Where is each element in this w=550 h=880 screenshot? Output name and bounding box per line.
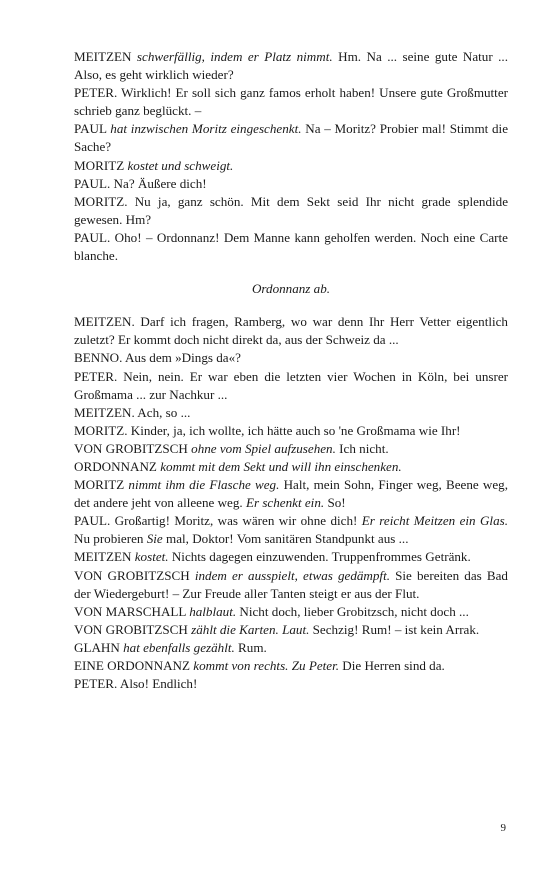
- dialogue-line: [74, 567, 508, 603]
- speech: Nichts dagegen einzuwenden. Truppenfrommes Getränk.: [171, 549, 471, 565]
- speech: Sie bereiten das Bad der Wiedergeburt! – Zur Freude aller Tanten steigt er aus der Flut.: [74, 567, 508, 601]
- dialogue-line: [74, 120, 508, 156]
- speech: Halt, mein Sohn, Finger weg, Beene weg, det andere jeht von alleene weg.: [74, 477, 509, 511]
- stage-direction: kommt mit dem Sekt und will ihn einschenken.: [160, 458, 402, 474]
- speaker: VON MARSCHALL: [74, 603, 186, 619]
- speech: Sechzig! Rum! – ist kein Arrak.: [312, 621, 480, 637]
- dialogue-line: [74, 458, 508, 476]
- stage-direction: halblaut.: [189, 603, 237, 619]
- stage-direction: kommt von rechts. Zu Peter.: [193, 658, 339, 673]
- dialogue-line: [74, 675, 508, 693]
- dialogue-line: [74, 476, 508, 512]
- speaker: PAUL.: [74, 175, 111, 191]
- speech: Kinder, ja, ich wollte, ich hätte auch so 'ne Großmama wie Ihr!: [130, 422, 461, 438]
- emphasis: Sie: [146, 531, 163, 547]
- dialogue-line: [74, 229, 508, 265]
- speech: Aus dem »Dings da«?: [124, 350, 241, 366]
- speech: Hm. Na ... seine gute Natur ... Also, es geht wirklich wieder?: [74, 49, 508, 83]
- dialogue-line: [74, 175, 508, 193]
- stage-direction: kostet und schweigt.: [127, 157, 234, 173]
- speaker: VON GROBITZSCH: [74, 567, 190, 583]
- page-number: 9: [500, 822, 506, 834]
- dialogue-line: [74, 422, 508, 440]
- speech: Oho! – Ordonnanz! Dem Manne kann geholfen werden. Noch eine Carte blanche.: [74, 229, 508, 264]
- stage-direction: kostet.: [134, 549, 169, 565]
- speech: Die Herren sind da.: [342, 658, 445, 673]
- speaker: MORITZ: [74, 477, 125, 493]
- dialogue-line: [74, 440, 508, 458]
- speech: Großartig! Moritz, was wären wir ohne dich!: [114, 513, 358, 529]
- dialogue-line: [74, 193, 508, 229]
- speaker: MEITZEN: [74, 549, 132, 565]
- stage-direction: hat ebenfalls gezählt.: [123, 639, 235, 655]
- speaker: EINE ORDONNANZ: [74, 658, 191, 673]
- speaker: ORDONNANZ: [74, 458, 157, 474]
- stage-direction: Er reicht Meitzen ein Glas.: [361, 513, 508, 529]
- speaker: PAUL.: [74, 229, 111, 245]
- dialogue-line: [74, 657, 508, 675]
- dialogue-line: [74, 621, 508, 639]
- dialogue-line: [74, 84, 508, 120]
- speech: Nu probieren: [74, 531, 144, 547]
- speech: Nicht doch, lieber Grobitzsch, nicht doch ...: [239, 603, 469, 619]
- speaker: MORITZ.: [74, 193, 128, 209]
- dialogue-line: [74, 48, 508, 84]
- speaker: PETER.: [74, 368, 118, 384]
- speaker: MEITZEN.: [74, 314, 135, 330]
- speaker: MEITZEN.: [74, 404, 135, 420]
- speech: Nein, nein. Er war eben die letzten vier Wochen in Köln, bei unsrer Großmama ... zur Nachkur ...: [74, 368, 508, 402]
- dialogue-line: [74, 349, 508, 367]
- speaker: GLAHN: [74, 639, 120, 655]
- centered-stage-direction: Ordonnanz ab.: [251, 281, 331, 297]
- speech: Na – Moritz? Probier mal! Stimmt die Sache?: [74, 121, 509, 155]
- speaker: MORITZ: [74, 157, 125, 173]
- speech: Ich nicht.: [339, 440, 389, 456]
- speaker: PETER.: [74, 676, 118, 692]
- speech: Wirklich! Er soll sich ganz famos erholt haben! Unsere gute Großmutter schrieb ganz beglückt. –: [74, 85, 508, 119]
- speech: mal, Doktor! Vom sanitären Standpunkt aus ...: [166, 531, 409, 547]
- speech: So!: [327, 495, 346, 511]
- speaker: MORITZ.: [74, 422, 128, 438]
- speaker: PAUL.: [74, 513, 111, 529]
- speaker: MEITZEN: [74, 49, 132, 64]
- dialogue-line: [74, 157, 508, 175]
- speaker: VON GROBITZSCH: [74, 440, 188, 456]
- stage-direction: zählt die Karten. Laut.: [191, 621, 310, 637]
- speech: Darf ich fragen, Ramberg, wo war denn Ihr Herr Vetter eigentlich zuletzt? Er kommt doch nicht direkt da, aus der Schweiz da ...: [74, 314, 508, 348]
- stage-direction: indem er ausspielt, etwas gedämpft.: [194, 567, 390, 583]
- dialogue-line: [74, 639, 508, 657]
- speaker: PAUL: [74, 121, 107, 137]
- dialogue-line: [74, 313, 508, 349]
- dialogue-line: [74, 404, 508, 422]
- stage-direction: schwerfällig, indem er Platz nimmt.: [136, 49, 333, 64]
- stage-direction: Er schenkt ein.: [245, 495, 325, 511]
- dialogue-line: [74, 603, 508, 621]
- speaker: VON GROBITZSCH: [74, 621, 188, 637]
- play-text: [74, 48, 508, 693]
- stage-direction: ohne vom Spiel aufzusehen.: [191, 440, 336, 456]
- dialogue-line: [74, 512, 508, 548]
- speaker: BENNO.: [74, 350, 123, 366]
- speech: Also! Endlich!: [119, 676, 198, 692]
- dialogue-line: [74, 368, 508, 404]
- speech: Na? Äußere dich!: [113, 175, 207, 191]
- speaker: PETER.: [74, 85, 118, 101]
- speech: Nu ja, ganz schön. Mit dem Sekt seid Ihr nicht grade splendide gewesen. Hm?: [74, 193, 508, 227]
- dialogue-line: [74, 548, 508, 566]
- stage-direction: hat inzwischen Moritz eingeschenkt.: [110, 121, 302, 137]
- stage-direction: nimmt ihm die Flasche weg.: [128, 477, 280, 493]
- speech: Rum.: [238, 639, 267, 655]
- speech: Ach, so ...: [137, 404, 191, 420]
